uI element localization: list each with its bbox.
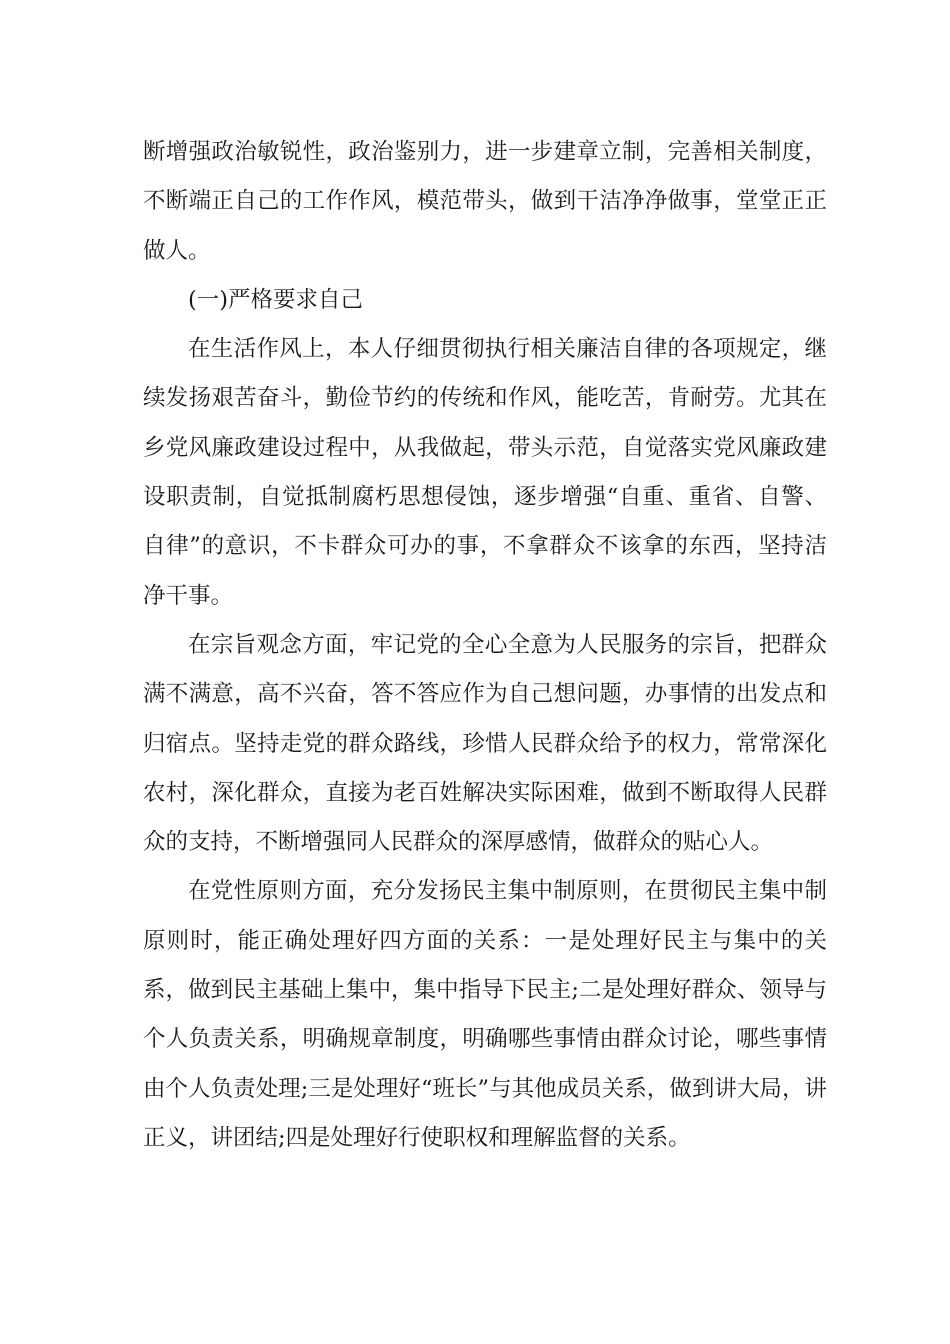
paragraph-purpose: 在宗旨观念方面，牢记党的全心全意为人民服务的宗旨，把群众满不满意，高不兴奋，答不答应作为自己想问题，办事情的出发点和归宿点。坚持走党的群众路线，珍惜人民群众给予的权力，常常深化农村，深化群众，直接为老百姓解决实际困难，做到不断取得人民群众的支持，不断增强同人民群众的深厚感情，做群众的贴心人。 bbox=[143, 631, 827, 856]
paragraph-lifestyle: 在生活作风上，本人仔细贯彻执行相关廉洁自律的各项规定，继续发扬艰苦奋斗，勤俭节约的传统和作风，能吃苦，肯耐劳。尤其在乡党风廉政建设过程中，从我做起，带头示范，自觉落实党风廉政建设职责制，自觉抵制腐朽思想侵蚀，逐步增强“自重、重省、自警、自律”的意识，不卡群众可办的事，不拿群众不该拿的东西，坚持洁净干事。 bbox=[143, 336, 827, 609]
paragraph-party-principle: 在党性原则方面，充分发扬民主集中制原则，在贯彻民主集中制原则时，能正确处理好四方面的关系：一是处理好民主与集中的关系，做到民主基础上集中，集中指导下民主;二是处理好群众、领导与个人负责关系，明确规章制度，明确哪些事情由群众讨论，哪些事情由个人负责处理;三是处理好“班长”与其他成员关系，做到讲大局，讲正义，讲团结;四是处理好行使职权和理解监督的关系。 bbox=[143, 878, 827, 1151]
document-body bbox=[143, 128, 827, 1163]
paragraph-continuation: 断增强政治敏锐性，政治鉴别力，进一步建章立制，完善相关制度，不断端正自己的工作作风，模范带头，做到干洁净净做事，堂堂正正做人。 bbox=[143, 139, 827, 264]
section-heading: (一)严格要求自己 bbox=[188, 286, 364, 313]
